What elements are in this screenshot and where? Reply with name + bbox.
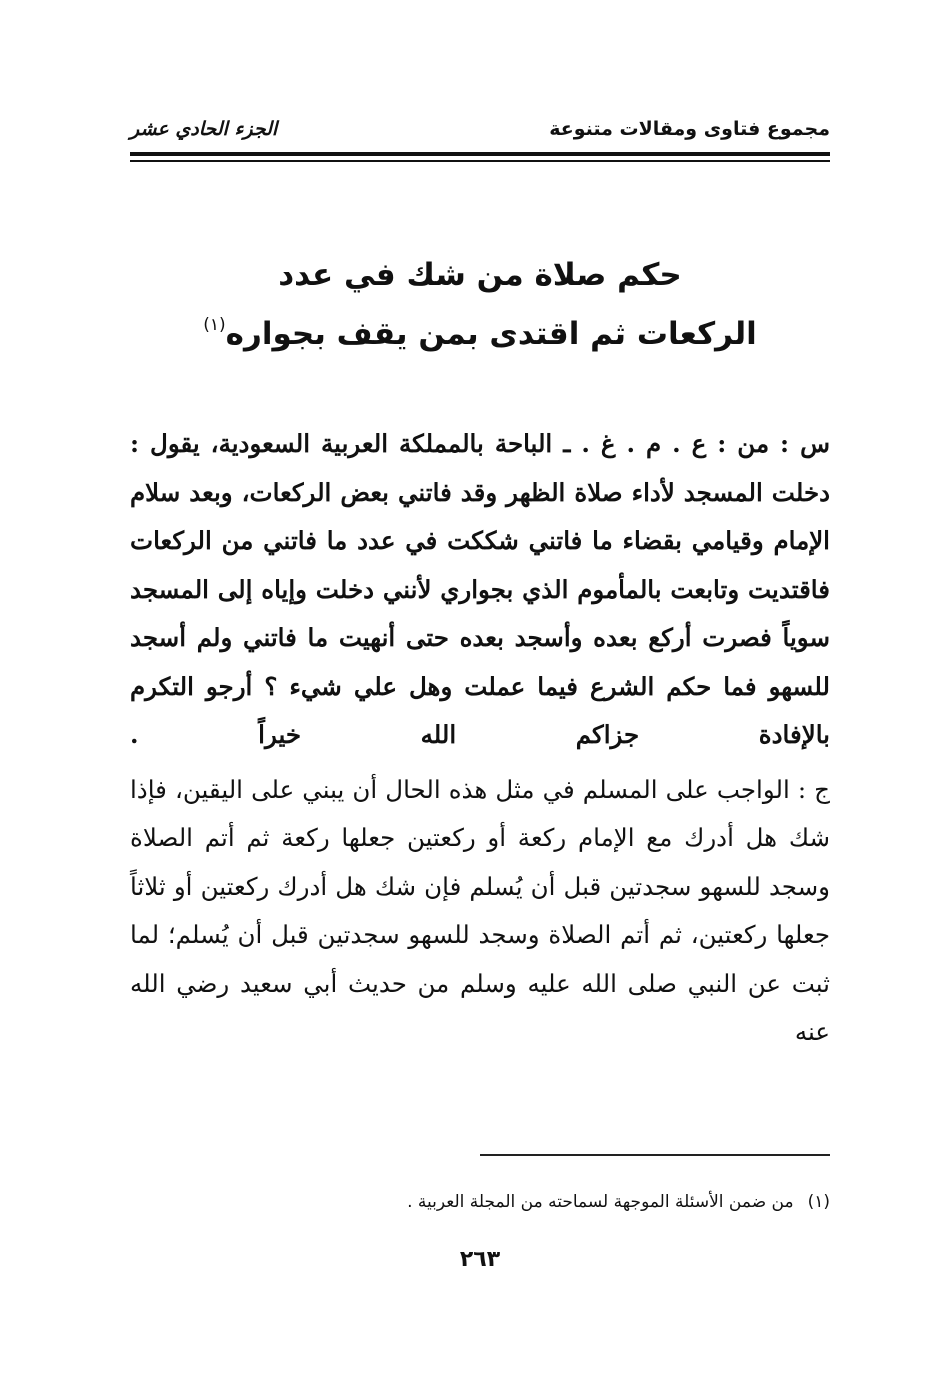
page-number: ٢٦٣ — [459, 1247, 501, 1272]
fatwa-body — [130, 420, 830, 1057]
header-rule-thin — [130, 160, 830, 162]
header-rule-thick — [130, 152, 830, 156]
question-paragraph: س : من : ع . م . غ . ـ الباحة بالمملكة العربية السعودية، يقول : دخلت المسجد لأداء صلاة الظهر وقد فاتني بعض الركعات، وبعد سلام الإمام وقيامي بقضاء ما فاتني شككت في عدد ما فاتني من الركعات فاقتديت وتابعت بالمأموم الذي بجواري لأنني دخلت وإياه إلى المسجد سوياً فصرت أركع بعده وأسجد بعده حتى أنهيت ما فاتني ولم أسجد للسهو فما حكم الشرع فيما عملت وهل علي شيء ؟ أرجو التكرم بالإفادة جزاكم الله خيراً . — [130, 429, 830, 749]
fatwa-title — [180, 250, 780, 359]
footnote-number: (١) — [807, 1192, 830, 1212]
title-line-2-text: الركعات ثم اقتدى بمن يقف بجواره — [225, 316, 757, 352]
book-title: مجموع فتاوى ومقالات متنوعة — [549, 118, 830, 140]
title-line-2 — [180, 300, 780, 359]
volume-label: الجزء الحادي عشر — [130, 118, 278, 140]
footnote-separator — [480, 1154, 830, 1156]
running-header — [130, 118, 830, 150]
title-footnote-ref: (١) — [203, 315, 226, 335]
footnote-text: من ضمن الأسئلة الموجهة لسماحته من المجلة العربية . — [407, 1192, 794, 1212]
footnote — [260, 1192, 830, 1212]
answer-paragraph: ج : الواجب على المسلم في مثل هذه الحال أن يبني على اليقين، فإذا شك هل أدرك مع الإمام ركعة أو ركعتين جعلها ركعة ثم أتم الصلاة وسجد للسهو سجدتين قبل أن يُسلم فإن شك هل أدرك ركعتين أو ثلاثاً جعلها ركعتين، ثم أتم الصلاة وسجد للسهو سجدتين قبل أن يُسلم؛ لما ثبت عن النبي صلى الله عليه وسلم من حديث أبي سعيد رضي الله عنه — [130, 774, 830, 1046]
title-line-1: حكم صلاة من شك في عدد — [278, 257, 682, 293]
